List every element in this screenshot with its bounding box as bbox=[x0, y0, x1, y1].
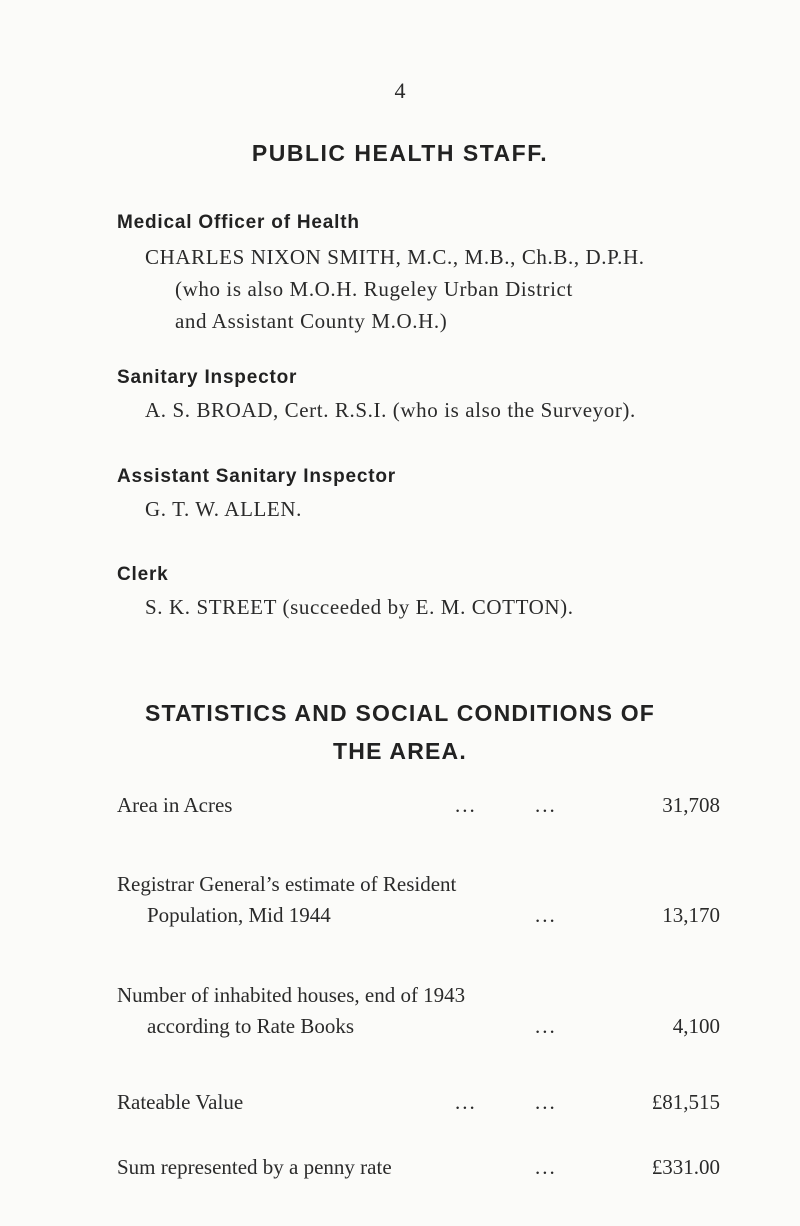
section-title-assistant-inspector: Assistant Sanitary Inspector bbox=[117, 466, 396, 487]
moh-note-1: (who is also M.O.H. Rugeley Urban District bbox=[175, 277, 573, 301]
moh-name: CHARLES NIXON SMITH, M.C., M.B., Ch.B., D.P.H. bbox=[145, 245, 645, 269]
stats-heading-line2: THE AREA. bbox=[333, 738, 467, 764]
section-title-sanitary-inspector: Sanitary Inspector bbox=[117, 367, 298, 388]
staff-heading: PUBLIC HEALTH STAFF. bbox=[251, 140, 549, 166]
section-title-clerk: Clerk bbox=[117, 564, 169, 585]
stats-heading-line1: STATISTICS AND SOCIAL CONDITIONS OF bbox=[144, 700, 656, 726]
stat-label: Number of inhabited houses, end of 1943 bbox=[117, 983, 466, 1007]
stat-label: according to Rate Books bbox=[147, 1014, 355, 1038]
stat-leader-dots: ... bbox=[455, 793, 477, 817]
stat-value: 13,170 bbox=[662, 903, 720, 927]
stat-value: £331.00 bbox=[651, 1155, 720, 1179]
stat-label: Area in Acres bbox=[117, 793, 233, 817]
stat-leader-dots: ... bbox=[455, 1090, 477, 1114]
page-number: 4 bbox=[394, 78, 406, 103]
stat-leader-dots: ... bbox=[535, 1155, 557, 1179]
assistant-inspector-name: G. T. W. ALLEN. bbox=[145, 497, 302, 521]
stat-label: Population, Mid 1944 bbox=[147, 903, 331, 927]
stat-leader-dots: ... bbox=[535, 793, 557, 817]
stat-value: £81,515 bbox=[651, 1090, 720, 1114]
stat-value: 31,708 bbox=[662, 793, 720, 817]
stat-label: Registrar General’s estimate of Resident bbox=[117, 872, 457, 896]
stat-leader-dots: ... bbox=[535, 1090, 557, 1114]
stat-leader-dots: ... bbox=[535, 1014, 557, 1038]
section-title-moh: Medical Officer of Health bbox=[117, 212, 360, 233]
stat-value: 4,100 bbox=[672, 1014, 720, 1038]
stat-label: Rateable Value bbox=[117, 1090, 244, 1114]
stat-label: Sum represented by a penny rate bbox=[117, 1155, 392, 1179]
stat-leader-dots: ... bbox=[535, 903, 557, 927]
clerk-name: S. K. STREET (succeeded by E. M. COTTON). bbox=[145, 595, 574, 619]
sanitary-inspector-name: A. S. BROAD, Cert. R.S.I. (who is also the Surveyor). bbox=[145, 398, 636, 422]
moh-note-2: and Assistant County M.O.H.) bbox=[175, 309, 448, 333]
